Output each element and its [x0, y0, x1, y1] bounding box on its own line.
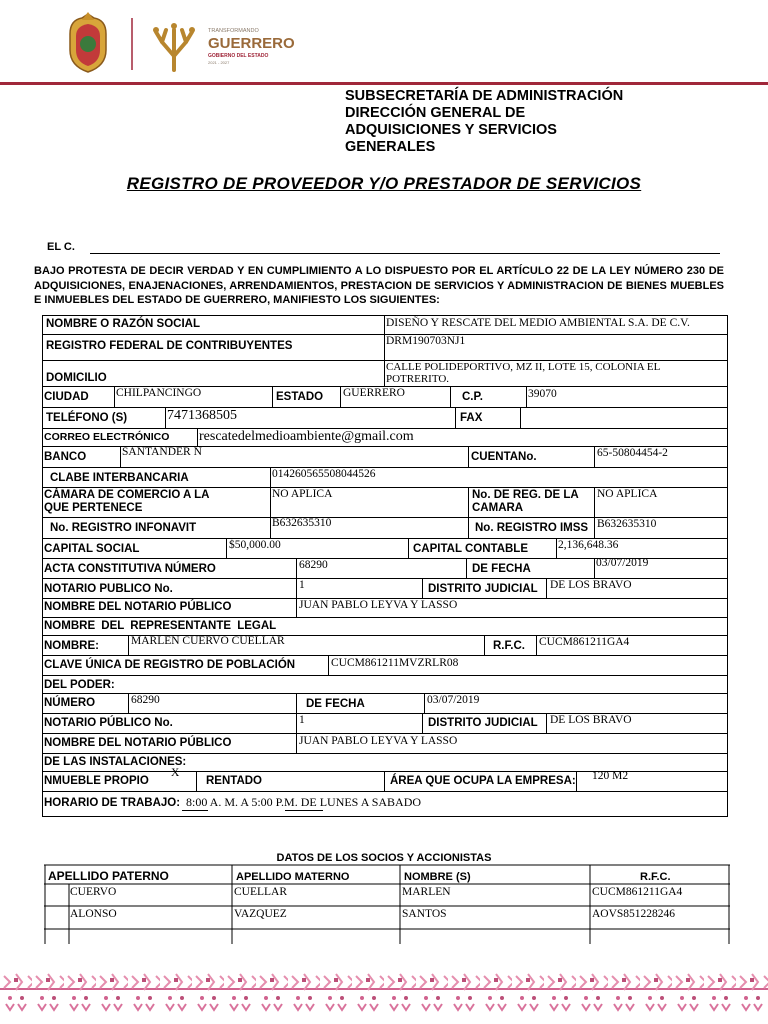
telefono-label: TELÉFONO (S): [46, 412, 128, 424]
logo-sub-text: GOBIERNO DEL ESTADO: [208, 53, 269, 59]
poder-label: DEL PODER:: [44, 679, 115, 691]
poder-nombre-notario-label: NOMBRE DEL NOTARIO PÚBLICO: [44, 737, 232, 749]
logo-top-text: TRANSFORMANDO: [208, 28, 259, 34]
poder-numero-value[interactable]: 68290: [131, 694, 160, 706]
inmueble-propio-check[interactable]: X: [171, 767, 180, 779]
razon-social-label: NOMBRE O RAZÓN SOCIAL: [46, 318, 200, 330]
imss-label: No. REGISTRO IMSS: [475, 522, 589, 534]
distrito-value[interactable]: DE LOS BRAVO: [550, 579, 632, 591]
rep-rfc-label: R.F.C.: [493, 640, 525, 652]
socios-header-rfc: R.F.C.: [640, 871, 671, 883]
infonavit-label: No. REGISTRO INFONAVIT: [50, 522, 197, 534]
instalaciones-label: DE LAS INSTALACIONES:: [44, 756, 187, 768]
notario-label: NOTARIO PUBLICO No.: [44, 583, 173, 595]
nombre-value[interactable]: MARLEN CUERVO CUELLAR: [131, 635, 285, 647]
nombre-notario-label: NOMBRE DEL NOTARIO PÚBLICO: [44, 601, 232, 613]
capital-social-value[interactable]: $50,000.00: [229, 539, 281, 551]
capital-contable-label: CAPITAL CONTABLE: [413, 543, 528, 555]
distrito-label: DISTRITO JUDICIAL: [428, 583, 538, 595]
cp-value[interactable]: 39070: [528, 388, 557, 400]
representante-label: NOMBRE DEL REPRESENTANTE LEGAL: [44, 620, 277, 632]
correo-value[interactable]: rescatedelmedioambiente@gmail.com: [199, 429, 414, 444]
logo-main-text: GUERRERO: [208, 35, 295, 52]
subsecretaria-heading: SUBSECRETARÍA DE ADMINISTRACIÓN DIRECCIÓN GENERAL DE ADQUISICIONES Y SERVICIOS GENERALES: [345, 88, 624, 155]
socio-1-nombre[interactable]: MARLEN: [402, 886, 451, 898]
noreg-camara-value[interactable]: NO APLICA: [597, 488, 658, 500]
estado-label: ESTADO: [276, 391, 324, 403]
razon-social-value[interactable]: DISEÑO Y RESCATE DEL MEDIO AMBIENTAL S.A. DE C.V.: [386, 317, 690, 329]
rfc-label: REGISTRO FEDERAL DE CONTRIBUYENTES: [46, 340, 293, 352]
el-c-name-line[interactable]: [90, 253, 720, 254]
poder-numero-label: NÚMERO: [44, 697, 96, 709]
acta-fecha-label: DE FECHA: [472, 563, 531, 575]
curp-label: CLAVE ÚNICA DE REGISTRO DE POBLACIÓN: [44, 659, 296, 671]
nombre-notario-value[interactable]: JUAN PABLO LEYVA Y LASSO: [299, 599, 458, 611]
domicilio-value-2[interactable]: POTRERITO.: [386, 373, 450, 385]
horario-underline-1: [182, 810, 208, 811]
poder-distrito-label: DISTRITO JUDICIAL: [428, 717, 538, 729]
socios-title: DATOS DE LOS SOCIOS Y ACCIONISTAS: [276, 852, 492, 864]
estado-value[interactable]: GUERRERO: [343, 387, 405, 399]
rfc-value[interactable]: DRM190703NJ1: [386, 335, 466, 347]
camara-label: CÁMARA DE COMERCIO A LA QUE PERTENECE: [44, 489, 210, 514]
inmueble-label: NMUEBLE PROPIO: [44, 775, 149, 787]
poder-fecha-label: DE FECHA: [306, 698, 365, 710]
header-divider: [0, 82, 768, 85]
cp-label: C.P.: [462, 391, 483, 403]
tree-emblem-icon: [153, 23, 195, 70]
curp-value[interactable]: CUCM861211MVZRLR08: [331, 657, 459, 669]
poder-notario-label: NOTARIO PÚBLICO No.: [44, 717, 173, 729]
correo-label: CORREO ELECTRÓNICO: [44, 431, 170, 443]
government-logos: [62, 12, 322, 74]
noreg-camara-label: No. DE REG. DE LA CAMARA: [472, 489, 579, 514]
socio-2-paterno[interactable]: ALONSO: [70, 908, 117, 920]
horario-label: HORARIO DE TRABAJO:: [44, 797, 181, 809]
poder-notario-value[interactable]: 1: [299, 714, 305, 726]
socios-header-materno: APELLIDO MATERNO: [236, 871, 350, 883]
cuenta-value[interactable]: 65-50804454-2: [597, 447, 668, 459]
acta-value[interactable]: 68290: [299, 559, 328, 571]
rentado-label: RENTADO: [206, 775, 263, 787]
poder-distrito-value[interactable]: DE LOS BRAVO: [550, 714, 632, 726]
domicilio-label: DOMICILIO: [46, 372, 107, 384]
socio-1-paterno[interactable]: CUERVO: [70, 886, 117, 898]
clabe-value[interactable]: 014260565508044526: [272, 468, 376, 480]
nombre-label: NOMBRE:: [44, 640, 99, 652]
el-c-label: EL C.: [47, 241, 75, 253]
decorative-footer-border: [0, 968, 768, 1016]
infonavit-value[interactable]: B632635310: [272, 517, 332, 529]
banco-label: BANCO: [44, 451, 87, 463]
socio-2-nombre[interactable]: SANTOS: [402, 908, 447, 920]
imss-value[interactable]: B632635310: [597, 518, 657, 530]
socio-1-materno[interactable]: CUELLAR: [234, 886, 288, 898]
declaration-text: BAJO PROTESTA DE DECIR VERDAD Y EN CUMPLIMIENTO A LO DISPUESTO POR EL ARTÍCULO 22 DE LA LEY NÚMERO 230 DE ADQUISICIONES, ENAJENACIONES, ARRENDAMIENTOS, PRESTACION DE SERVICIOS Y ADMINISTRACION DE BIENES MUEBLES E INMUEBLES DEL ESTADO DE GUERRERO, MANIFIESTO LOS SIGUIENTES:: [34, 265, 724, 306]
acta-fecha-value[interactable]: 03/07/2019: [596, 557, 649, 569]
area-value[interactable]: 120 M2: [592, 770, 629, 782]
document-title: REGISTRO DE PROVEEDOR Y/O PRESTADOR DE SERVICIOS: [126, 174, 642, 193]
ciudad-label: CIUDAD: [44, 391, 89, 403]
capital-social-label: CAPITAL SOCIAL: [44, 543, 140, 555]
socio-2-materno[interactable]: VAZQUEZ: [234, 908, 287, 920]
ciudad-value[interactable]: CHILPANCINGO: [116, 387, 202, 399]
acta-label: ACTA CONSTITUTIVA NÚMERO: [44, 563, 216, 575]
socio-1-rfc[interactable]: CUCM861211GA4: [592, 886, 683, 898]
state-seal-icon: [70, 12, 106, 72]
horario-value[interactable]: 8:00 A. M. A 5:00 P.M. DE LUNES A SABADO: [186, 795, 422, 809]
fax-label: FAX: [460, 412, 483, 424]
cuenta-label: CUENTANo.: [471, 451, 537, 463]
camara-value[interactable]: NO APLICA: [272, 488, 333, 500]
clabe-label: CLABE INTERBANCARIA: [50, 472, 189, 484]
poder-nombre-notario-value[interactable]: JUAN PABLO LEYVA Y LASSO: [299, 735, 458, 747]
socios-header-nombre: NOMBRE (S): [404, 871, 471, 883]
telefono-value[interactable]: 7471368505: [167, 408, 237, 423]
socio-2-rfc[interactable]: AOVS851228246: [592, 908, 676, 920]
capital-contable-value[interactable]: 2,136,648.36: [558, 539, 619, 551]
horario-underline-2: [285, 810, 323, 811]
banco-value[interactable]: SANTANDER N: [122, 446, 202, 458]
rep-rfc-value[interactable]: CUCM861211GA4: [539, 636, 630, 648]
logo-years: 2021 - 2027: [208, 60, 230, 65]
socios-header-paterno: APELLIDO PATERNO: [48, 869, 169, 883]
domicilio-value-1[interactable]: CALLE POLIDEPORTIVO, MZ II, LOTE 15, COLONIA EL: [386, 361, 661, 373]
notario-value[interactable]: 1: [299, 579, 305, 591]
area-label: ÁREA QUE OCUPA LA EMPRESA:: [390, 775, 576, 787]
poder-fecha-value[interactable]: 03/07/2019: [427, 694, 480, 706]
